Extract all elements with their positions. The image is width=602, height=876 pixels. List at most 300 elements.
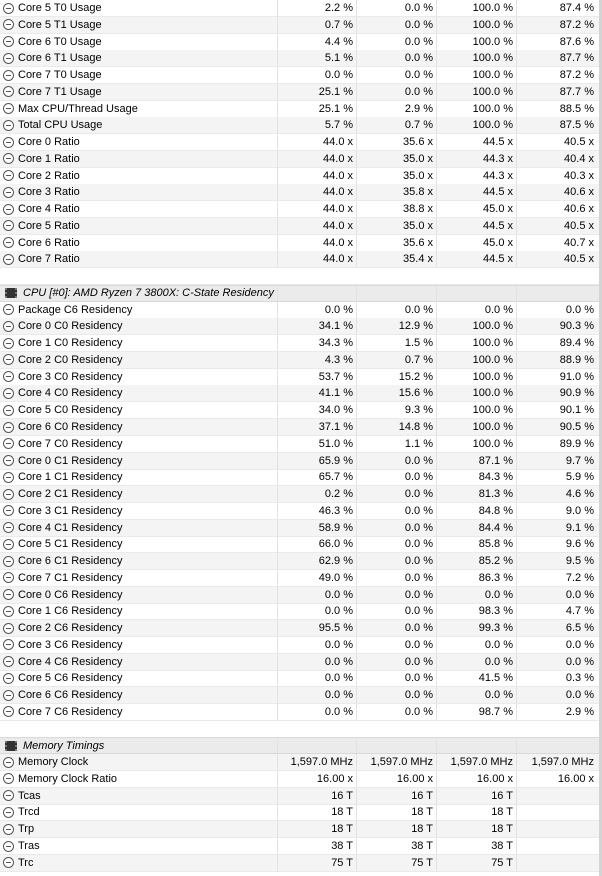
value-average: 89.4 %: [559, 337, 594, 350]
sensor-row[interactable]: [0, 117, 602, 134]
value-minimum: 38 T: [357, 838, 437, 854]
value-minimum: 0.0 %: [357, 536, 437, 552]
value-current: 44.0 x: [278, 134, 357, 150]
value-average: 89.9 %: [559, 437, 594, 450]
value-minimum: 0.0 %: [357, 637, 437, 653]
value-average: 9.5 %: [565, 555, 594, 568]
sensor-minus-icon[interactable]: [3, 103, 14, 114]
sensor-row[interactable]: [0, 821, 602, 838]
sensor-minus-icon[interactable]: [3, 706, 14, 717]
sensor-row[interactable]: [0, 0, 602, 17]
value-current: 0.0 %: [278, 302, 357, 318]
sensor-row[interactable]: [0, 318, 602, 335]
value-minimum: 12.9 %: [357, 318, 437, 334]
value-average: 40.6 x: [564, 203, 594, 216]
sensor-label: Core 5 C0 Residency: [18, 404, 123, 417]
value-minimum: 0.0 %: [357, 0, 437, 16]
value-maximum: 100.0 %: [437, 50, 517, 66]
sensor-label: Core 6 T0 Usage: [18, 35, 102, 48]
value-current: 53.7 %: [278, 369, 357, 385]
group-label: CPU [#0]: AMD Ryzen 7 3800X: C-State Residency: [23, 287, 274, 300]
sensor-row[interactable]: [0, 218, 602, 235]
value-minimum: 0.0 %: [357, 520, 437, 536]
value-average: [517, 286, 597, 301]
value-average: 9.0 %: [565, 504, 594, 517]
value-minimum: 0.0 %: [357, 704, 437, 720]
value-minimum: 0.0 %: [357, 670, 437, 686]
value-minimum: 0.0 %: [357, 34, 437, 50]
value-average: 0.0 %: [565, 303, 594, 316]
value-minimum: 0.0 %: [357, 453, 437, 469]
value-maximum: 100.0 %: [437, 117, 517, 133]
sensor-minus-icon[interactable]: [3, 505, 14, 516]
value-minimum: 0.0 %: [357, 687, 437, 703]
value-average: 9.1 %: [565, 521, 594, 534]
value-minimum: 0.0 %: [357, 654, 437, 670]
value-minimum: 0.7 %: [357, 352, 437, 368]
sensor-row[interactable]: [0, 838, 602, 855]
sensor-label: Core 3 C0 Residency: [18, 370, 123, 383]
group-header-row[interactable]: [0, 737, 602, 754]
sensor-row[interactable]: [0, 134, 602, 151]
sensor-row[interactable]: [0, 536, 602, 553]
sensor-minus-icon[interactable]: [3, 807, 14, 818]
value-maximum: [437, 738, 517, 753]
value-average: 40.5 x: [564, 219, 594, 232]
value-minimum: 0.0 %: [357, 469, 437, 485]
value-average: 87.7 %: [559, 85, 594, 98]
value-current: 18 T: [278, 804, 357, 820]
value-maximum: 44.3 x: [437, 168, 517, 184]
sensor-minus-icon[interactable]: [3, 539, 14, 550]
value-maximum: 86.3 %: [437, 570, 517, 586]
sensor-minus-icon[interactable]: [3, 86, 14, 97]
sensor-minus-icon[interactable]: [3, 773, 14, 784]
sensor-label: Tras: [18, 840, 40, 852]
sensor-row[interactable]: [0, 453, 602, 470]
value-average: 87.4 %: [559, 2, 594, 14]
value-maximum: 38 T: [437, 838, 517, 854]
sensor-minus-icon[interactable]: [3, 187, 14, 198]
value-current: 44.0 x: [278, 218, 357, 234]
value-maximum: 100.0 %: [437, 352, 517, 368]
value-maximum: 44.5 x: [437, 251, 517, 267]
sensor-minus-icon[interactable]: [3, 556, 14, 567]
sensor-label: Total CPU Usage: [18, 119, 103, 132]
value-maximum: 100.0 %: [437, 402, 517, 418]
sensor-label: Tcas: [18, 789, 41, 802]
sensor-row[interactable]: [0, 670, 602, 687]
sensor-label: Core 4 Ratio: [18, 203, 80, 216]
value-current: 0.0 %: [278, 67, 357, 83]
value-average: 87.2 %: [559, 18, 594, 31]
sensor-label: Core 4 C6 Residency: [18, 655, 123, 668]
sensor-row[interactable]: [0, 235, 602, 252]
value-maximum: 98.3 %: [437, 603, 517, 619]
sensor-row[interactable]: [0, 302, 602, 319]
sensor-minus-icon[interactable]: [3, 841, 14, 852]
sensor-label: Core 7 T0 Usage: [18, 69, 102, 82]
value-current: 16.00 x: [278, 771, 357, 787]
value-current: 44.0 x: [278, 151, 357, 167]
sensor-label: Core 7 C6 Residency: [18, 705, 123, 718]
value-current: 4.4 %: [278, 34, 357, 50]
value-maximum: 98.7 %: [437, 704, 517, 720]
value-current: 75 T: [278, 855, 357, 871]
value-average: [517, 821, 597, 837]
chip-icon[interactable]: [5, 288, 17, 298]
sensor-minus-icon[interactable]: [3, 757, 14, 768]
sensor-minus-icon[interactable]: [3, 321, 14, 332]
value-maximum: 45.0 x: [437, 201, 517, 217]
value-minimum: 35.0 x: [357, 151, 437, 167]
value-average: 87.5 %: [559, 119, 594, 132]
value-current: 51.0 %: [278, 436, 357, 452]
value-average: 5.9 %: [565, 471, 594, 484]
sensor-minus-icon[interactable]: [3, 472, 14, 483]
sensor-minus-icon[interactable]: [3, 639, 14, 650]
sensor-minus-icon[interactable]: [3, 405, 14, 416]
value-average: [517, 804, 597, 820]
value-maximum: 0.0 %: [437, 637, 517, 653]
value-current: 34.0 %: [278, 402, 357, 418]
value-current: 46.3 %: [278, 503, 357, 519]
sensor-minus-icon[interactable]: [3, 36, 14, 47]
value-maximum: 1,597.0 MHz: [437, 754, 517, 770]
value-average: 40.4 x: [564, 152, 594, 165]
value-average: 2.9 %: [565, 705, 594, 718]
value-maximum: 100.0 %: [437, 0, 517, 16]
value-maximum: 44.5 x: [437, 184, 517, 200]
value-maximum: 44.3 x: [437, 151, 517, 167]
value-average: 0.0 %: [565, 689, 594, 702]
sensor-row[interactable]: [0, 385, 602, 402]
sensor-minus-icon[interactable]: [3, 790, 14, 801]
value-current: 44.0 x: [278, 201, 357, 217]
value-maximum: 44.5 x: [437, 218, 517, 234]
sensor-row[interactable]: [0, 654, 602, 671]
value-maximum: 18 T: [437, 821, 517, 837]
sensor-label: Core 2 C1 Residency: [18, 488, 123, 501]
value-minimum: 15.2 %: [357, 369, 437, 385]
sensor-row[interactable]: [0, 553, 602, 570]
sensor-minus-icon[interactable]: [3, 623, 14, 634]
sensor-minus-icon[interactable]: [3, 220, 14, 231]
value-minimum: [357, 286, 437, 301]
value-maximum: 100.0 %: [437, 101, 517, 117]
sensor-label: Core 1 C6 Residency: [18, 605, 123, 618]
sensor-minus-icon[interactable]: [3, 371, 14, 382]
sensor-row[interactable]: [0, 50, 602, 67]
sensor-minus-icon[interactable]: [3, 170, 14, 181]
value-maximum: 84.8 %: [437, 503, 517, 519]
value-average: 6.5 %: [565, 622, 594, 635]
value-maximum: 85.8 %: [437, 536, 517, 552]
value-minimum: 15.6 %: [357, 385, 437, 401]
sensor-label: Core 4 C0 Residency: [18, 387, 123, 400]
value-minimum: 18 T: [357, 821, 437, 837]
value-minimum: 0.0 %: [357, 84, 437, 100]
value-current: 65.7 %: [278, 469, 357, 485]
value-minimum: 1.1 %: [357, 436, 437, 452]
value-maximum: 100.0 %: [437, 436, 517, 452]
value-minimum: 14.8 %: [357, 419, 437, 435]
sensor-row[interactable]: [0, 704, 602, 721]
value-minimum: 35.8 x: [357, 184, 437, 200]
value-maximum: 85.2 %: [437, 553, 517, 569]
sensor-minus-icon[interactable]: [3, 204, 14, 215]
sensor-minus-icon[interactable]: [3, 354, 14, 365]
value-average: 1,597.0 MHz: [531, 756, 594, 769]
sensor-minus-icon[interactable]: [3, 388, 14, 399]
value-current: 37.1 %: [278, 419, 357, 435]
value-minimum: 0.0 %: [357, 620, 437, 636]
value-minimum: 0.0 %: [357, 486, 437, 502]
sensor-label: Core 5 T1 Usage: [18, 18, 102, 31]
sensor-row[interactable]: [0, 101, 602, 118]
sensor-minus-icon[interactable]: [3, 153, 14, 164]
sensor-row[interactable]: [0, 84, 602, 101]
sensor-minus-icon[interactable]: [3, 824, 14, 835]
sensor-label: Core 6 C6 Residency: [18, 689, 123, 702]
sensor-row[interactable]: [0, 855, 602, 872]
sensor-label: Core 0 C0 Residency: [18, 320, 123, 333]
value-minimum: 35.0 x: [357, 168, 437, 184]
sensor-label: Core 0 C6 Residency: [18, 588, 123, 601]
sensor-label: Core 4 C1 Residency: [18, 521, 123, 534]
value-current: 66.0 %: [278, 536, 357, 552]
sensor-minus-icon[interactable]: [3, 857, 14, 868]
sensor-label: Core 3 C1 Residency: [18, 504, 123, 517]
value-maximum: 81.3 %: [437, 486, 517, 502]
sensor-label: Core 6 C1 Residency: [18, 555, 123, 568]
value-minimum: 0.0 %: [357, 67, 437, 83]
value-current: 0.0 %: [278, 637, 357, 653]
sensor-minus-icon[interactable]: [3, 489, 14, 500]
value-current: 38 T: [278, 838, 357, 854]
sensor-minus-icon[interactable]: [3, 656, 14, 667]
value-current: 62.9 %: [278, 553, 357, 569]
sensor-row[interactable]: [0, 67, 602, 84]
value-maximum: 84.4 %: [437, 520, 517, 536]
sensor-label: Core 2 Ratio: [18, 169, 80, 182]
value-minimum: 0.0 %: [357, 603, 437, 619]
sensor-minus-icon[interactable]: [3, 70, 14, 81]
value-minimum: 35.6 x: [357, 235, 437, 251]
sensor-label: Memory Clock Ratio: [18, 772, 118, 785]
value-average: 0.0 %: [565, 655, 594, 668]
value-current: 25.1 %: [278, 101, 357, 117]
sensor-minus-icon[interactable]: [3, 53, 14, 64]
sensor-row[interactable]: [0, 17, 602, 34]
sensor-label: Core 0 C1 Residency: [18, 454, 123, 467]
value-maximum: 99.3 %: [437, 620, 517, 636]
value-maximum: 84.3 %: [437, 469, 517, 485]
sensor-label: Memory Clock: [18, 756, 89, 769]
sensor-row[interactable]: [0, 469, 602, 486]
sensor-row[interactable]: [0, 603, 602, 620]
value-average: 90.3 %: [559, 320, 594, 333]
sensor-row[interactable]: [0, 687, 602, 704]
value-average: 0.0 %: [565, 638, 594, 651]
value-maximum: 100.0 %: [437, 369, 517, 385]
value-current: 25.1 %: [278, 84, 357, 100]
value-minimum: 0.0 %: [357, 570, 437, 586]
value-current: 0.0 %: [278, 654, 357, 670]
sensor-label: Core 1 Ratio: [18, 152, 80, 165]
sensor-row[interactable]: [0, 419, 602, 436]
sensor-row[interactable]: [0, 436, 602, 453]
sensor-row[interactable]: [0, 151, 602, 168]
sensor-row[interactable]: [0, 620, 602, 637]
sensor-row[interactable]: [0, 788, 602, 805]
blank-row: [0, 721, 602, 738]
sensor-row[interactable]: [0, 754, 602, 771]
value-maximum: 16.00 x: [437, 771, 517, 787]
sensor-minus-icon[interactable]: [3, 606, 14, 617]
value-maximum: 75 T: [437, 855, 517, 871]
sensor-minus-icon[interactable]: [3, 589, 14, 600]
sensor-minus-icon[interactable]: [3, 304, 14, 315]
sensor-label: Core 6 T1 Usage: [18, 52, 102, 65]
sensor-row[interactable]: [0, 369, 602, 386]
value-minimum: 0.0 %: [357, 587, 437, 603]
sensor-label: Core 5 C6 Residency: [18, 672, 123, 685]
value-average: 90.1 %: [559, 404, 594, 417]
value-current: 18 T: [278, 821, 357, 837]
value-current: 2.2 %: [278, 0, 357, 16]
value-minimum: 0.0 %: [357, 302, 437, 318]
sensor-label: Core 7 Ratio: [18, 253, 80, 266]
value-average: [517, 788, 597, 804]
value-minimum: 9.3 %: [357, 402, 437, 418]
value-minimum: 0.0 %: [357, 503, 437, 519]
value-average: 40.5 x: [564, 253, 594, 266]
value-minimum: 35.4 x: [357, 251, 437, 267]
sensor-minus-icon[interactable]: [3, 120, 14, 131]
value-current: 49.0 %: [278, 570, 357, 586]
value-current: 44.0 x: [278, 184, 357, 200]
sensor-minus-icon[interactable]: [3, 422, 14, 433]
value-minimum: 35.0 x: [357, 218, 437, 234]
value-maximum: 44.5 x: [437, 134, 517, 150]
sensor-label: Core 7 T1 Usage: [18, 85, 102, 98]
sensor-row[interactable]: [0, 570, 602, 587]
value-maximum: 100.0 %: [437, 17, 517, 33]
value-maximum: 16 T: [437, 788, 517, 804]
sensor-label: Core 5 Ratio: [18, 219, 80, 232]
value-minimum: 35.6 x: [357, 134, 437, 150]
value-average: [517, 855, 597, 871]
value-minimum: 0.0 %: [357, 17, 437, 33]
sensor-label: Core 7 C1 Residency: [18, 571, 123, 584]
value-minimum: 16.00 x: [357, 771, 437, 787]
sensor-row[interactable]: [0, 34, 602, 51]
value-average: 4.6 %: [565, 488, 594, 501]
sensor-label: Core 1 C0 Residency: [18, 337, 123, 350]
sensor-row[interactable]: [0, 335, 602, 352]
value-average: 7.2 %: [565, 571, 594, 584]
value-maximum: 0.0 %: [437, 654, 517, 670]
value-minimum: 1,597.0 MHz: [357, 754, 437, 770]
value-maximum: 18 T: [437, 804, 517, 820]
sensor-row[interactable]: [0, 520, 602, 537]
sensor-row[interactable]: [0, 168, 602, 185]
sensor-minus-icon[interactable]: [3, 438, 14, 449]
value-average: 40.5 x: [564, 136, 594, 149]
sensor-row[interactable]: [0, 637, 602, 654]
value-maximum: 100.0 %: [437, 318, 517, 334]
group-header-row[interactable]: [0, 285, 602, 302]
value-current: 44.0 x: [278, 168, 357, 184]
value-current: 5.7 %: [278, 117, 357, 133]
sensor-row[interactable]: [0, 771, 602, 788]
value-minimum: 18 T: [357, 804, 437, 820]
value-average: 87.2 %: [559, 69, 594, 82]
value-minimum: 1.5 %: [357, 335, 437, 351]
value-current: 4.3 %: [278, 352, 357, 368]
sensor-row[interactable]: [0, 352, 602, 369]
sensor-row[interactable]: [0, 503, 602, 520]
sensor-minus-icon[interactable]: [3, 690, 14, 701]
sensor-minus-icon[interactable]: [3, 522, 14, 533]
value-average: 9.6 %: [565, 538, 594, 551]
sensor-label: Trp: [18, 823, 35, 836]
sensor-minus-icon[interactable]: [3, 572, 14, 583]
sensor-minus-icon[interactable]: [3, 237, 14, 248]
blank-row: [0, 268, 602, 285]
value-average: 88.5 %: [559, 102, 594, 115]
chip-icon[interactable]: [5, 741, 17, 751]
sensor-label: Core 5 C1 Residency: [18, 538, 123, 551]
sensor-row[interactable]: [0, 251, 602, 268]
sensor-label: Core 5 T0 Usage: [18, 2, 102, 14]
value-current: 34.3 %: [278, 335, 357, 351]
sensor-row[interactable]: [0, 486, 602, 503]
group-label: Memory Timings: [23, 739, 105, 752]
sensor-label: Core 3 Ratio: [18, 186, 80, 199]
sensor-label: Core 6 C0 Residency: [18, 421, 123, 433]
value-maximum: 0.0 %: [437, 587, 517, 603]
value-current: 0.2 %: [278, 486, 357, 502]
value-minimum: 2.9 %: [357, 101, 437, 117]
sensor-row[interactable]: [0, 804, 602, 821]
sensor-row[interactable]: [0, 402, 602, 419]
sensor-minus-icon[interactable]: [3, 455, 14, 466]
sensor-row[interactable]: [0, 184, 602, 201]
value-average: 4.7 %: [565, 605, 594, 618]
sensor-row[interactable]: [0, 201, 602, 218]
value-current: 0.0 %: [278, 670, 357, 686]
sensor-minus-icon[interactable]: [3, 19, 14, 30]
value-average: 88.9 %: [559, 353, 594, 366]
value-average: 90.9 %: [559, 387, 594, 400]
value-maximum: 100.0 %: [437, 335, 517, 351]
value-maximum: 0.0 %: [437, 302, 517, 318]
value-maximum: 100.0 %: [437, 67, 517, 83]
sensor-label: Core 6 Ratio: [18, 236, 80, 249]
sensor-label: Core 2 C0 Residency: [18, 353, 123, 366]
sensor-minus-icon[interactable]: [3, 3, 14, 14]
sensor-minus-icon[interactable]: [3, 338, 14, 349]
sensor-minus-icon[interactable]: [3, 137, 14, 148]
sensor-row[interactable]: [0, 587, 602, 604]
sensor-minus-icon[interactable]: [3, 673, 14, 684]
sensor-minus-icon[interactable]: [3, 254, 14, 265]
value-average: 91.0 %: [559, 370, 594, 383]
sensor-label: Core 3 C6 Residency: [18, 638, 123, 651]
value-maximum: 100.0 %: [437, 34, 517, 50]
